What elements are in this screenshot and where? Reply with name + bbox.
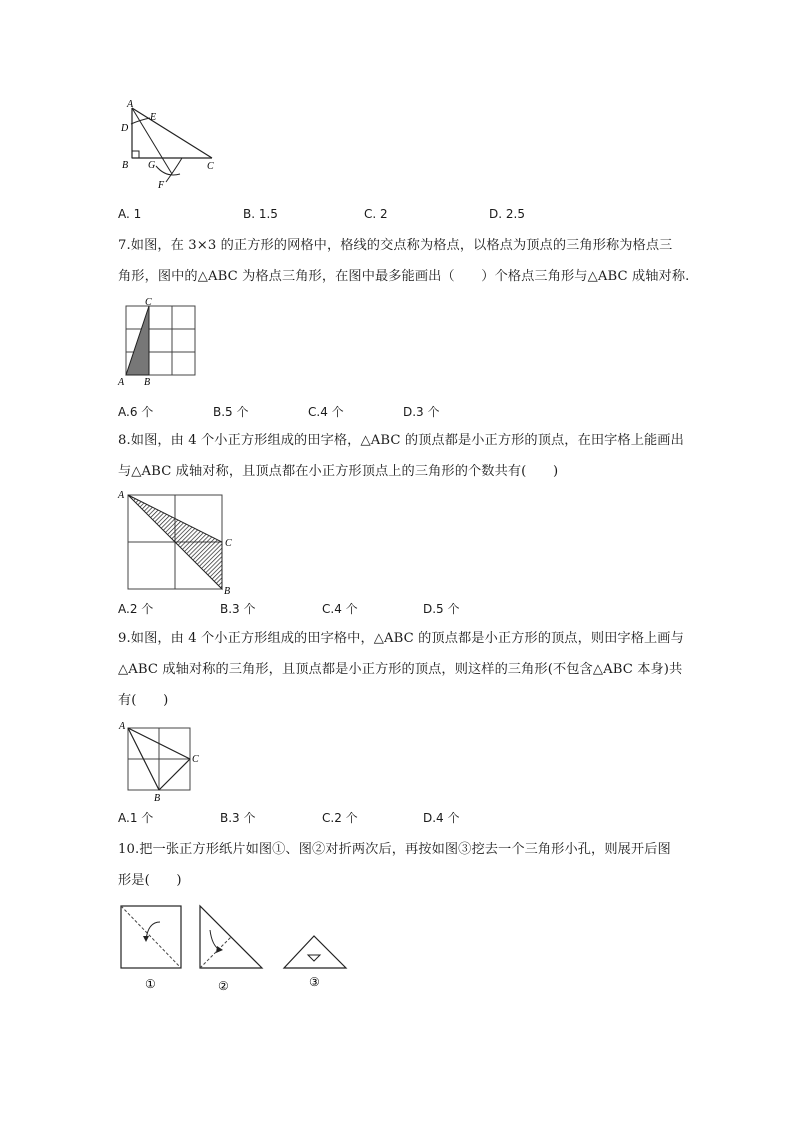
q6-side-ac [132,108,212,158]
q10-question [118,834,708,896]
q10-caption-3: ③ [309,975,320,989]
q9-line-1: 9.如图，由 4 个小正方形组成的田字格中，△ABC 的顶点都是小正方形的顶点，则田字格上画与 [118,631,684,646]
q8-option-c: C.4 个 [322,602,358,616]
q6-label-e: E [150,112,157,123]
q7-option-a: A.6 个 [118,405,154,419]
q6-label-f: F [158,180,165,191]
q8-label-a: A [118,490,125,501]
q10-figures [114,900,354,996]
q10-line-2: 形是( ) [118,873,182,888]
q6-option-b: B. 1.5 [243,207,278,221]
q6-label-a: A [127,99,134,110]
q9-line-3: 有( ) [118,693,169,708]
q10-caption-1: ① [145,977,156,991]
q8-option-a: A.2 个 [118,602,154,616]
q7-option-c: C.4 个 [308,405,344,419]
q10-figure-1 [121,906,181,968]
q6-label-d: D [121,123,129,134]
q6-label-b: B [122,160,129,171]
q7-label-a: A [118,377,125,388]
q7-option-b: B.5 个 [213,405,249,419]
q6-figure [110,96,230,192]
q8-label-c: C [225,538,232,549]
q7-line-2: 角形，图中的△ABC 为格点三角形，在图中最多能画出（ ）个格点三角形与△ABC 成轴对称. [118,269,690,284]
q9-label-c: C [192,754,199,765]
q9-figure [116,718,206,804]
q8-figure [116,488,240,596]
q9-grid [128,728,190,790]
q6-arc-de [131,118,150,124]
q6-label-c: C [207,161,214,172]
q9-question [118,623,708,716]
q9-label-a: A [119,721,126,732]
q6-right-angle [132,151,139,158]
q7-label-b: B [144,377,151,388]
q6-option-c: C. 2 [364,207,388,221]
q6-arc-f2 [166,158,182,182]
q10-caption-2: ② [218,979,229,993]
q10-figure-3 [284,936,346,968]
q7-question [118,230,708,292]
q8-line-2: 与△ABC 成轴对称，且顶点都在小正方形顶点上的三角形的个数共有( ) [118,464,559,479]
q8-label-b: B [224,586,231,596]
q7-label-c: C [145,297,152,308]
q9-option-b: B.3 个 [220,811,256,825]
q7-figure [116,296,206,388]
q7-option-d: D.3 个 [403,405,440,419]
q8-line-1: 8.如图，由 4 个小正方形组成的田字格，△ABC 的顶点都是小正方形的顶点，在田字格上能画出 [118,433,684,448]
q10-figure-2 [200,906,262,968]
q9-option-c: C.2 个 [322,811,358,825]
q10-line-1: 10.把一张正方形纸片如图①、图②对折两次后，再按如图③挖去一个三角形小孔，则展开后图 [118,842,671,857]
q9-line-2: △ABC 成轴对称的三角形，且顶点都是小正方形的顶点，则这样的三角形(不包含△ABC 本身)共 [118,662,683,677]
q6-option-a: A. 1 [118,207,142,221]
q8-option-b: B.3 个 [220,602,256,616]
q9-option-d: D.4 个 [423,811,460,825]
q7-triangle-abc [126,306,149,375]
q6-label-g: G [148,160,156,171]
q9-option-a: A.1 个 [118,811,154,825]
q6-option-d: D. 2.5 [489,207,525,221]
q9-label-b: B [154,793,161,804]
q7-line-1: 7.如图，在 3×3 的正方形的网格中，格线的交点称为格点，以格点为顶点的三角形称为格点三 [118,238,673,253]
q8-question [118,425,708,487]
q8-option-d: D.5 个 [423,602,460,616]
